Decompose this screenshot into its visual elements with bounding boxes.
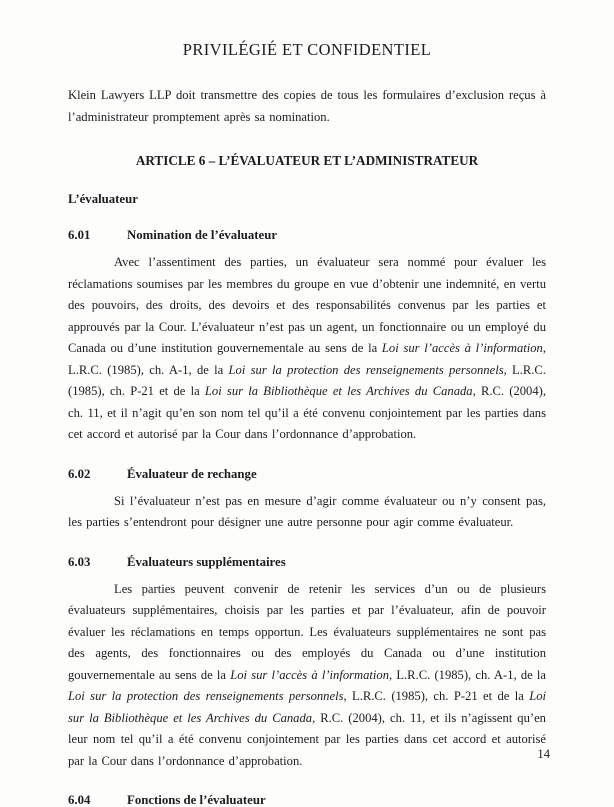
section-number: 6.01 [68,228,91,242]
article-6-heading: ARTICLE 6 – L’ÉVALUATEUR ET L’ADMINISTRATEUR [135,153,479,168]
section-title: Évaluateur de rechange [127,466,257,481]
section-6-04 [68,793,546,807]
section-6-03 [68,555,546,773]
page-number: 14 [537,747,550,761]
subheading-evaluateur: L’évaluateur [68,192,138,206]
confidential-header: PRIVILÉGIÉ ET CONFIDENTIEL [182,40,432,59]
section-heading [68,793,546,807]
section-6-01 [68,228,546,446]
section-title: Évaluateurs supplémentaires [127,554,286,569]
intro-paragraph: Klein Lawyers LLP doit transmettre des copies de tous les formulaires d’exclusion reçus à l’administrateur promptement après sa nomination. [68,88,546,124]
section-number: 6.03 [68,554,91,569]
section-paragraph: Si l’évaluateur n’est pas en mesure d’agir comme évaluateur ou n’y consent pas, les parties s’entendront pour désigner une autre personne pour agir comme évaluateur. [68,493,546,529]
section-number: 6.04 [68,793,91,807]
section-title: Fonctions de l’évaluateur [127,793,266,807]
section-heading [68,228,546,243]
section-title: Nomination de l’évaluateur [127,228,278,242]
section-paragraph: Les parties peuvent convenir de retenir les services d’un ou de plusieurs évaluateurs supplémentaires, choisis par les parties et par l’évaluateur, afin de pouvoir évaluer les réclamations en temps opportun. Les évaluateurs supplémentaires ne sont pas des agents, des fonctionnaires ou des employés du Canada ou d’une institution gouvernementale au sens de la Loi sur l’accès à l’information, L.R.C. (1985), ch. A-1, de la Loi sur la protection des renseignements personnels, L.R.C. (1985), ch. P-21 et de la Loi sur la Bibliothèque et les Archives du Canada, R.C. (2004), ch. 11, et ils n’agissent qu’en leur nom tel qu’il a été convenu conjointement par les parties dans cet accord et autorisé par la Cour dans l’ordonnance d’approbation. [68,581,546,768]
section-6-02 [68,467,546,534]
section-heading [68,555,546,570]
section-number: 6.02 [68,466,91,481]
section-heading [68,467,546,482]
section-paragraph: Avec l’assentiment des parties, un évaluateur sera nommé pour évaluer les réclamations soumises par les membres du groupe en vue d’obtenir une indemnité, en vertu des pouvoirs, des droits, des devoirs et des responsabilités convenus par les parties et approuvés par la Cour. L’évaluateur n’est pas un agent, un fonctionnaire ou un employé du Canada ou d’une institution gouvernementale au sens de la Loi sur l’accès à l’information, L.R.C. (1985), ch. A-1, de la Loi sur la protection des renseignements personnels, L.R.C. (1985), ch. P-21 et de la Loi sur la Bibliothèque et les Archives du Canada, R.C. (2004), ch. 11, et il n’agit qu’en son nom tel qu’il a été convenu conjointement par les parties dans cet accord et autorisé par la Cour dans l’ordonnance d’approbation. [68,255,547,441]
